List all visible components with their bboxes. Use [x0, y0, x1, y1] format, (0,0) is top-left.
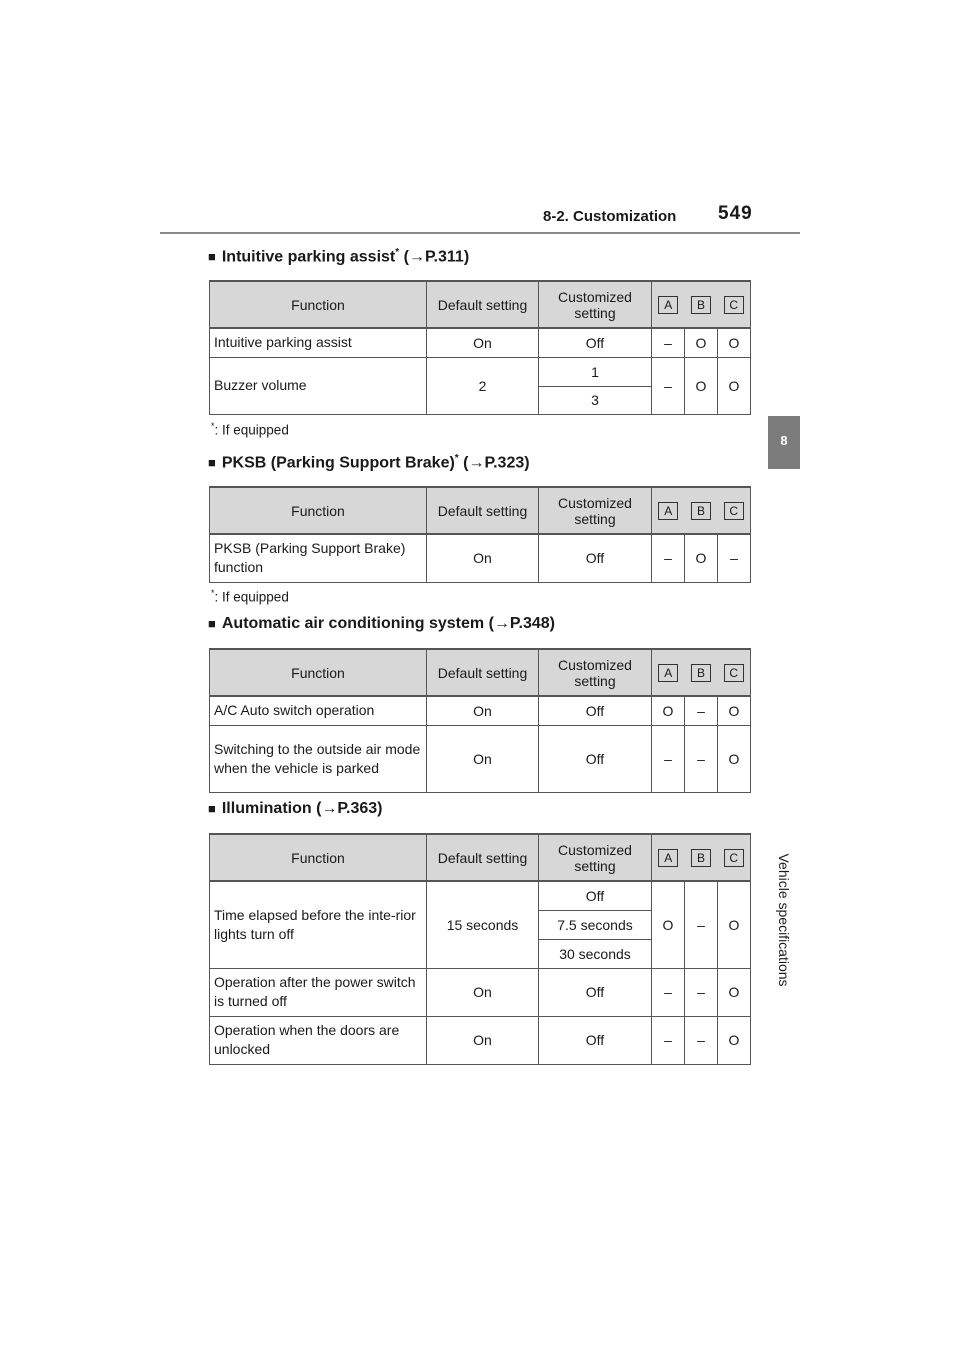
function-header: Function	[210, 281, 427, 328]
customized-header: Customized setting	[539, 281, 652, 328]
section-heading: ■ Automatic air conditioning system (→P.348)	[208, 615, 555, 632]
section-heading: ■ Illumination (→P.363)	[208, 800, 383, 817]
table-row: 3	[210, 386, 751, 414]
column-b-label: B	[691, 849, 711, 867]
square-bullet-icon: ■	[208, 249, 216, 265]
section-title: Intuitive parking assist	[221, 248, 396, 266]
table-row: Operation when the doors are unlocked On Off – – O	[210, 1016, 751, 1064]
table-row: 30 seconds	[210, 939, 751, 968]
column-b-label: B	[691, 502, 711, 520]
footnote: *: If equipped	[211, 588, 289, 605]
page-reference[interactable]: P.348	[509, 615, 550, 632]
arrow-icon: →	[321, 800, 338, 817]
function-header: Function	[210, 649, 427, 696]
column-a-label: A	[658, 296, 678, 314]
square-bullet-icon: ■	[208, 455, 216, 471]
section-heading: ■ Intuitive parking assist* (→P.311)	[208, 247, 470, 266]
arrow-icon: →	[468, 454, 485, 472]
default-header: Default setting	[427, 487, 539, 534]
settings-table	[209, 486, 751, 583]
column-c-label: C	[724, 849, 744, 867]
column-a-label: A	[658, 849, 678, 867]
chapter-title: Vehicle specifications	[776, 853, 792, 987]
table-row: 7.5 seconds	[210, 910, 751, 939]
table-row: Time elapsed before the inte-rior lights turn off 15 seconds Off O – O	[210, 881, 751, 910]
default-header: Default setting	[427, 834, 539, 881]
table-row: A/C Auto switch operation On Off O – O	[210, 696, 751, 725]
arrow-icon: →	[408, 248, 425, 266]
header-rule	[160, 232, 800, 234]
page-reference[interactable]: P.323	[484, 454, 525, 472]
section-heading: ■ PKSB (Parking Support Brake)* (→P.323)	[208, 453, 530, 472]
default-header: Default setting	[427, 649, 539, 696]
column-a-label: A	[658, 502, 678, 520]
chapter-number: 8	[780, 433, 788, 448]
running-header-section: 8-2. Customization	[543, 208, 677, 225]
footnote-marker: *	[454, 453, 459, 464]
square-bullet-icon: ■	[208, 801, 216, 816]
column-c-label: C	[724, 664, 744, 682]
page-number: 549	[718, 203, 753, 224]
column-c-label: C	[724, 296, 744, 314]
table-header-row	[210, 649, 751, 696]
footnote: *: If equipped	[211, 421, 289, 438]
customized-header: Customized setting	[539, 834, 652, 881]
table-header-row	[210, 281, 751, 328]
arrow-icon: →	[493, 615, 510, 632]
footnote-marker: *	[395, 247, 400, 258]
page-reference[interactable]: P.363	[337, 800, 378, 817]
column-c-label: C	[724, 502, 744, 520]
function-header: Function	[210, 487, 427, 534]
table-header-row	[210, 487, 751, 534]
table-row: Buzzer volume 2 1 – O O	[210, 357, 751, 386]
table-row: PKSB (Parking Support Brake) function On Off – O –	[210, 534, 751, 582]
column-b-label: B	[691, 296, 711, 314]
table-row: Intuitive parking assist On Off – O O	[210, 328, 751, 357]
column-b-label: B	[691, 664, 711, 682]
default-header: Default setting	[427, 281, 539, 328]
function-header: Function	[210, 834, 427, 881]
section-title: Automatic air conditioning system	[221, 615, 485, 632]
customized-header: Customized setting	[539, 649, 652, 696]
settings-table	[209, 833, 751, 1065]
table-row: Operation after the power switch is turned off On Off – – O	[210, 968, 751, 1016]
settings-table	[209, 648, 751, 793]
section-title: Illumination	[221, 800, 312, 817]
section-title: PKSB (Parking Support Brake)	[221, 454, 455, 472]
page-reference[interactable]: P.311	[424, 248, 464, 266]
table-header-row	[210, 834, 751, 881]
customized-header: Customized setting	[539, 487, 652, 534]
settings-table	[209, 280, 751, 415]
column-a-label: A	[658, 664, 678, 682]
square-bullet-icon: ■	[208, 616, 216, 631]
table-row: Switching to the outside air mode when the vehicle is parked On Off – – O	[210, 725, 751, 792]
